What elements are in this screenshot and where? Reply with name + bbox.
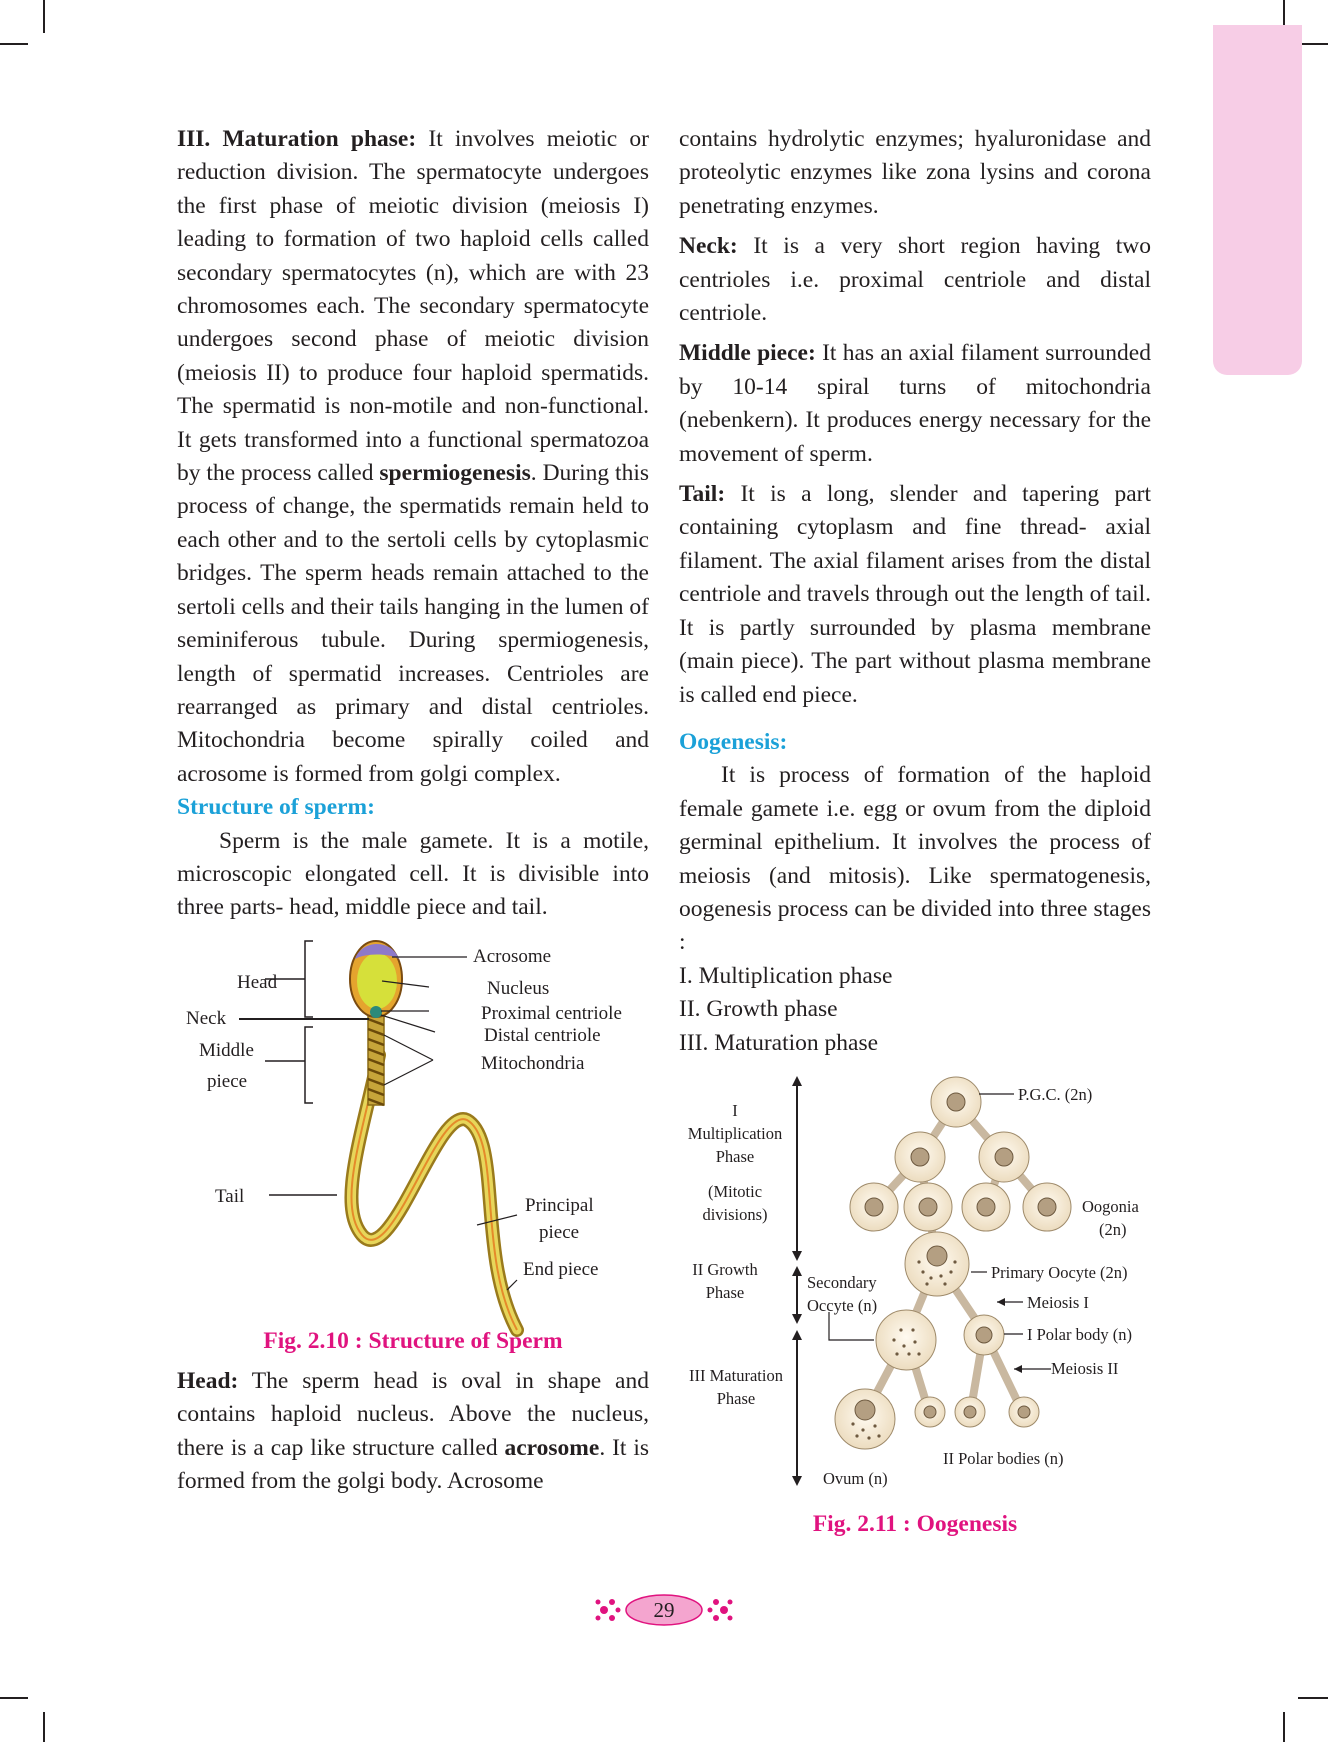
label-secondary: Secondary <box>807 1272 877 1292</box>
tail-term: Tail: <box>679 481 726 508</box>
second-polar-body-cell <box>955 1397 985 1427</box>
right-column <box>679 123 1151 1542</box>
label-polar-bodies-2: II Polar bodies (n) <box>943 1448 1064 1468</box>
label-nucleus: Nucleus <box>487 977 550 999</box>
page-number-ornament <box>590 1590 738 1630</box>
label-phase2-name: II Growth <box>692 1259 758 1279</box>
head-bracket <box>305 941 313 1017</box>
mitochondria-pointer-1 <box>384 1035 433 1060</box>
label-oogonia: Oogonia <box>1082 1196 1139 1216</box>
head-text-cont: . It is formed from the golgi body. Acrosome <box>177 1434 649 1494</box>
chapter-side-tab <box>1213 25 1302 375</box>
neck-term: Neck: <box>679 233 738 260</box>
crop-mark <box>43 1712 45 1742</box>
sperm-figure <box>177 935 649 1355</box>
label-acrosome: Acrosome <box>473 945 552 967</box>
stage-item: I. Multiplication phase <box>679 962 893 989</box>
acrosome-continued-paragraph: contains hydrolytic enzymes; hyaluronidase and proteolytic enzymes like zona lysins and corona penetrating enzymes. <box>679 126 1151 219</box>
crop-mark <box>43 0 45 33</box>
label-polar-body-1: I Polar body (n) <box>1027 1324 1132 1344</box>
page-number-badge <box>590 1590 738 1630</box>
left-flourish-icon <box>596 1599 621 1621</box>
crop-mark <box>1283 1712 1285 1742</box>
oogenesis-paragraph: It is process of formation of the haploid female gamete i.e. egg or ovum from the diploid germinal epithelium. It involves the process of meiosis (and mitosis). Like spermatogenesis, oogenesis process can be divided into three stages : <box>679 762 1151 956</box>
oogonia-cell <box>1023 1183 1071 1231</box>
label-mitochondria: Mitochondria <box>481 1052 585 1074</box>
label-neck: Neck <box>186 1007 227 1029</box>
oogenesis-figure <box>679 1072 1151 1542</box>
label-pgc: P.G.C. (2n) <box>1018 1084 1093 1104</box>
oogonia-cell <box>979 1132 1029 1182</box>
middle-piece-text: It has an axial filament surrounded by 10-14 spiral turns of mitochondria (nebenkern). It produces energy necessary for the movement of sperm. <box>679 340 1151 467</box>
label-meiosis-1: Meiosis I <box>1027 1292 1089 1312</box>
second-polar-body-cell <box>915 1397 945 1427</box>
label-piece: piece <box>207 1070 248 1092</box>
meiosis2-arrowhead <box>1014 1365 1022 1373</box>
right-flourish-icon <box>708 1599 733 1621</box>
spermiogenesis-term: spermiogenesis <box>379 460 531 487</box>
label-head: Head <box>237 971 278 993</box>
crop-mark <box>1298 43 1328 45</box>
tail-text: It is a long, slender and tapering part containing cytoplasm and fine thread- axial filament. The axial filament arises from the distal centriole and travels through out the length of tail. It is partly surrounded by plasma membrane (main piece). The part without plasma membrane is called end piece. <box>679 481 1151 708</box>
label-distal-centriole: Distal centriole <box>484 1024 601 1046</box>
crop-mark <box>0 1697 28 1699</box>
oogonia-cell <box>850 1183 898 1231</box>
middle-piece-paragraph <box>679 337 1151 471</box>
first-polar-body-cell <box>964 1315 1004 1355</box>
maturation-paragraph <box>177 123 649 791</box>
neck-text: It is a very short region having two centrioles i.e. proximal centriole and distal centriole. <box>679 233 1151 327</box>
label-proximal-centriole: Proximal centriole <box>481 1002 622 1024</box>
middle-bracket <box>305 1027 313 1103</box>
ovum-cell <box>835 1389 895 1449</box>
nucleus-shape <box>357 953 397 1009</box>
sperm-diagram <box>177 935 649 1355</box>
label-principal-piece: piece <box>539 1221 580 1243</box>
label-phase1-numeral: I <box>732 1100 738 1120</box>
label-secondary-oocyte: Occyte (n) <box>807 1295 878 1315</box>
tail-paragraph <box>679 478 1151 712</box>
label-oogonia-2n: (2n) <box>1099 1219 1127 1239</box>
secondary-oocyte-cell <box>876 1310 936 1370</box>
maturation-text-cont: . During this process of change, the spermatids remain held to each other and to the sertoli cells by cytoplasmic bridges. The sperm heads remain attached to the sertoli cells and their tails hanging in the lumen of seminiferous tubule. During spermiogenesis, length of spermatid increases. Centrioles are rearranged as primary and distal centrioles. Mitochondria become spirally coiled and acrosome is formed from golgi complex. <box>177 460 649 787</box>
centriole-shape <box>370 1006 382 1018</box>
middle-piece-term: Middle piece: <box>679 340 816 367</box>
stage-item: III. Maturation phase <box>679 1029 879 1056</box>
label-end-piece: End piece <box>523 1258 599 1280</box>
label-phase1-divisions: divisions) <box>702 1204 768 1224</box>
maturation-term: III. Maturation phase: <box>177 126 417 152</box>
label-primary-oocyte: Primary Oocyte (2n) <box>991 1262 1128 1282</box>
secondary-pointer <box>829 1312 874 1340</box>
oogenesis-heading: Oogenesis: <box>679 728 788 755</box>
oogonia-cell <box>962 1183 1010 1231</box>
left-column <box>177 123 649 1498</box>
stage-item: II. Growth phase <box>679 996 838 1023</box>
structure-paragraph: Sperm is the male gamete. It is a motile, microscopic elongated cell. It is divisible into three parts- head, middle piece and tail. <box>177 827 649 921</box>
primary-oocyte-cell <box>905 1232 969 1296</box>
label-phase3-name: III Maturation <box>689 1365 783 1385</box>
mitochondria-pointer-2 <box>384 1060 433 1085</box>
label-middle: Middle <box>199 1039 254 1061</box>
label-tail: Tail <box>215 1185 245 1207</box>
acrosome-term: acrosome <box>504 1434 600 1461</box>
label-meiosis-2: Meiosis II <box>1051 1358 1119 1378</box>
endpiece-pointer <box>507 1280 517 1290</box>
meiosis1-arrowhead <box>997 1298 1005 1306</box>
label-ovum: Ovum (n) <box>823 1468 888 1488</box>
head-term: Head: <box>177 1367 239 1394</box>
label-principal: Principal <box>525 1194 594 1216</box>
label-phase2-phase: Phase <box>705 1282 745 1302</box>
label-phase1-name: Multiplication <box>687 1123 783 1143</box>
neck-paragraph <box>679 230 1151 330</box>
label-phase3-phase: Phase <box>716 1388 756 1408</box>
distal-pointer <box>381 1015 435 1032</box>
pgc-cell <box>931 1077 981 1127</box>
structure-heading: Structure of sperm: <box>177 794 375 821</box>
oogenesis-diagram <box>679 1072 1151 1502</box>
crop-mark <box>1298 1697 1328 1699</box>
second-polar-body-cell <box>1009 1397 1039 1427</box>
oogenesis-caption: Fig. 2.11 : Oogenesis <box>812 1510 1018 1537</box>
label-phase1-phase: Phase <box>715 1146 755 1166</box>
page-number: 29 <box>653 1598 675 1622</box>
oogonia-cell <box>895 1132 945 1182</box>
label-phase1-mitotic: (Mitotic <box>707 1181 763 1201</box>
head-paragraph <box>177 1365 649 1499</box>
crop-mark <box>0 43 28 45</box>
sperm-caption: Fig. 2.10 : Structure of Sperm <box>263 1327 563 1354</box>
oogonia-cell <box>904 1183 952 1231</box>
maturation-text: It involves meiotic or reduction division. The spermatocyte undergoes the first phase of meiotic division (meiosis I) leading to formation of two haploid cells called secondary spermatocytes (n), which are with 23 chromosomes each. The secondary spermatocyte undergoes second phase of meiotic division (meiosis II) to produce four haploid spermatids. The spermatid is non-motile and non-functional. It gets transformed into a functional spermatozoa by the process called <box>177 126 649 487</box>
head-text: The sperm head is oval in shape and contains haploid nucleus. Above the nucleus, there is a cap like structure called <box>177 1367 649 1461</box>
